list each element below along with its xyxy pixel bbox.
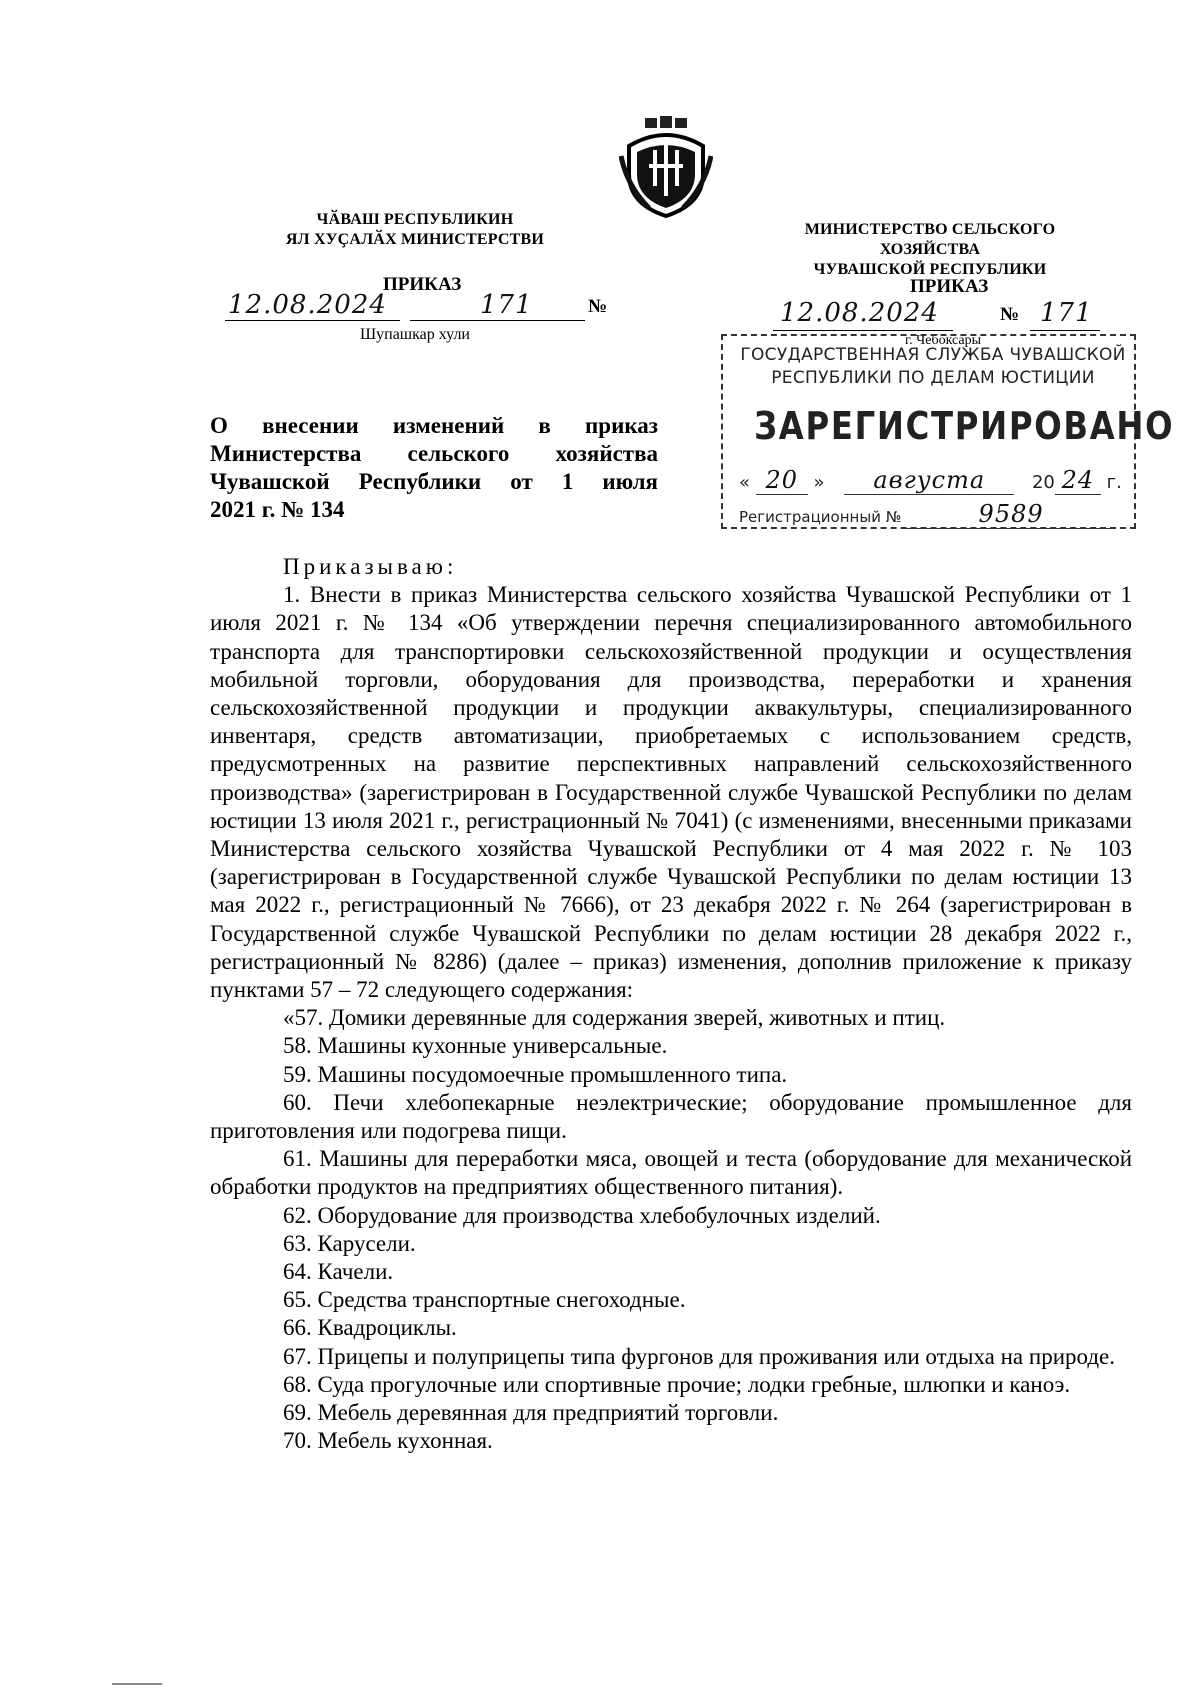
stamp-close-quote: » — [813, 472, 825, 493]
org-name-russian — [760, 220, 1100, 280]
stamp-date-line — [739, 466, 1129, 495]
stamp-reg-label: Регистрационный № — [739, 508, 902, 526]
org-name-russian-line1: МИНИСТЕРСТВО СЕЛЬСКОГО ХОЗЯЙСТВА — [804, 221, 1056, 258]
list-item-70: 70. Мебель кухонная. — [283, 1428, 493, 1454]
paragraph-1: 1. Внести в приказ Министерства сельского хозяйства Чувашской Республики от 1 июля 2021 г. № 134 «Об утверждении перечня специализированного автомобильного транспорта для транспортировки сельскохозяйственной продукции и осуществления мобильной торговли, оборудования для производства, переработки и хранения сельскохозяйственной продукции и продукции аквакультуры, специализированного инвентаря, средств автоматизации, приобретаемых с использованием средств, предусмотренных на развитие перспективных направлений сельскохозяйственного производства» (зарегистрирован в Государственной службе Чувашской Республики по делам юстиции 13 июля 2021 г., регистрационный № 7041) (с изменениями, внесенными приказами Министерства сельского хозяйства Чувашской Республики от 4 мая 2022 г. № 103 (зарегистрирован в Государственной службе Чувашской Республики по делам юстиции 13 мая 2022 г., регистрационный № 7666), от 23 декабря 2022 г. № 264 (зарегистрирован в Государственной службе Чувашской Республики по делам юстиции 28 декабря 2022 г., регистрационный № 8286) (далее – приказ) изменения, дополнив приложение к приказу пунктами 57 – 72 следующего содержания: — [210, 582, 1132, 1003]
list-item-61: 61. Машины для переработки мяса, овощей и теста (оборудование для механической обработки продуктов на предприятиях общественного питания). — [210, 1146, 1132, 1200]
order-word: Приказываю: — [283, 554, 458, 579]
list-item-65: 65. Средства транспортные снегоходные. — [283, 1287, 686, 1313]
left-number-sign: № — [588, 296, 608, 317]
document-title-line1: О внесении изменений в приказ — [210, 413, 658, 438]
stamp-org — [733, 344, 1133, 390]
right-city: г. Чебоксары — [905, 333, 982, 348]
list-item-67: 67. Прицепы и полуприцепы типа фургонов для проживания или отдыха на природе. — [283, 1343, 1116, 1369]
list-item-69: 69. Мебель деревянная для предприятий торговли. — [283, 1400, 779, 1426]
stamp-org-line2: РЕСПУБЛИКИ ПО ДЕЛАМ ЮСТИЦИИ — [771, 368, 1095, 388]
stamp-year-handwritten: 24 — [1055, 466, 1101, 495]
document-body — [210, 553, 1132, 1456]
registration-stamp — [721, 334, 1175, 529]
right-number-handwritten: 171 — [1040, 298, 1093, 328]
right-number-sign: № — [1000, 304, 1020, 325]
document-title — [210, 412, 658, 524]
org-name-russian-line2: ЧУВАШСКОЙ РЕСПУБЛИКИ — [813, 261, 1047, 278]
list-item-64: 64. Качели. — [283, 1259, 394, 1285]
left-date-handwritten: 12.08.2024 — [228, 290, 387, 320]
right-date-handwritten: 12.08.2024 — [780, 298, 939, 328]
document-title-line3: Чувашской Республики от 1 июля — [210, 469, 658, 494]
org-name-chuvash — [270, 210, 560, 250]
list-item-63: 63. Карусели. — [283, 1230, 416, 1256]
stamp-year-prefix: 20 — [1031, 472, 1055, 493]
stamp-reg-number-handwritten: 9589 — [906, 500, 1116, 529]
stamp-month-handwritten: августа — [844, 466, 1014, 495]
document-title-line2: Министерства сельского хозяйства — [210, 441, 658, 466]
org-name-chuvash-line1: ЧӐВАШ РЕСПУБЛИКИН — [316, 211, 514, 228]
page-edge-mark — [112, 1683, 162, 1685]
left-prikaz-heading: ПРИКАЗ — [383, 274, 462, 295]
left-number-handwritten: 171 — [480, 290, 533, 320]
stamp-year-unit: г. — [1106, 472, 1122, 493]
left-city: Шупашкар хули — [360, 326, 470, 343]
list-item-62: 62. Оборудование для производства хлебобулочных изделий. — [283, 1202, 881, 1228]
list-item-58: 58. Машины кухонные универсальные. — [283, 1033, 668, 1059]
list-item-59: 59. Машины посудомоечные промышленного типа. — [283, 1061, 788, 1087]
coat-of-arms-emblem-icon — [619, 116, 713, 218]
right-prikaz-heading: ПРИКАЗ — [910, 276, 989, 297]
org-name-chuvash-line2: ЯЛ ХУҪАЛӐХ МИНИСТЕРСТВИ — [285, 231, 545, 248]
list-item-57: «57. Домики деревянные для содержания зверей, животных и птиц. — [283, 1005, 946, 1031]
stamp-reg-line — [739, 500, 1129, 529]
stamp-org-line1: ГОСУДАРСТВЕННАЯ СЛУЖБА ЧУВАШСКОЙ — [740, 345, 1126, 365]
stamp-day-handwritten: 20 — [756, 466, 808, 495]
document-title-line4: 2021 г. № 134 — [210, 497, 345, 522]
list-item-66: 66. Квадроциклы. — [283, 1315, 457, 1341]
stamp-open-quote: « — [739, 472, 751, 493]
list-item-68: 68. Суда прогулочные или спортивные прочие; лодки гребные, шлюпки и каноэ. — [283, 1371, 1071, 1397]
list-item-60: 60. Печи хлебопекарные неэлектрические; оборудование промышленное для приготовления или подогрева пищи. — [210, 1089, 1132, 1144]
stamp-status: ЗАРЕГИСТРИРОВАНО — [754, 404, 1175, 448]
